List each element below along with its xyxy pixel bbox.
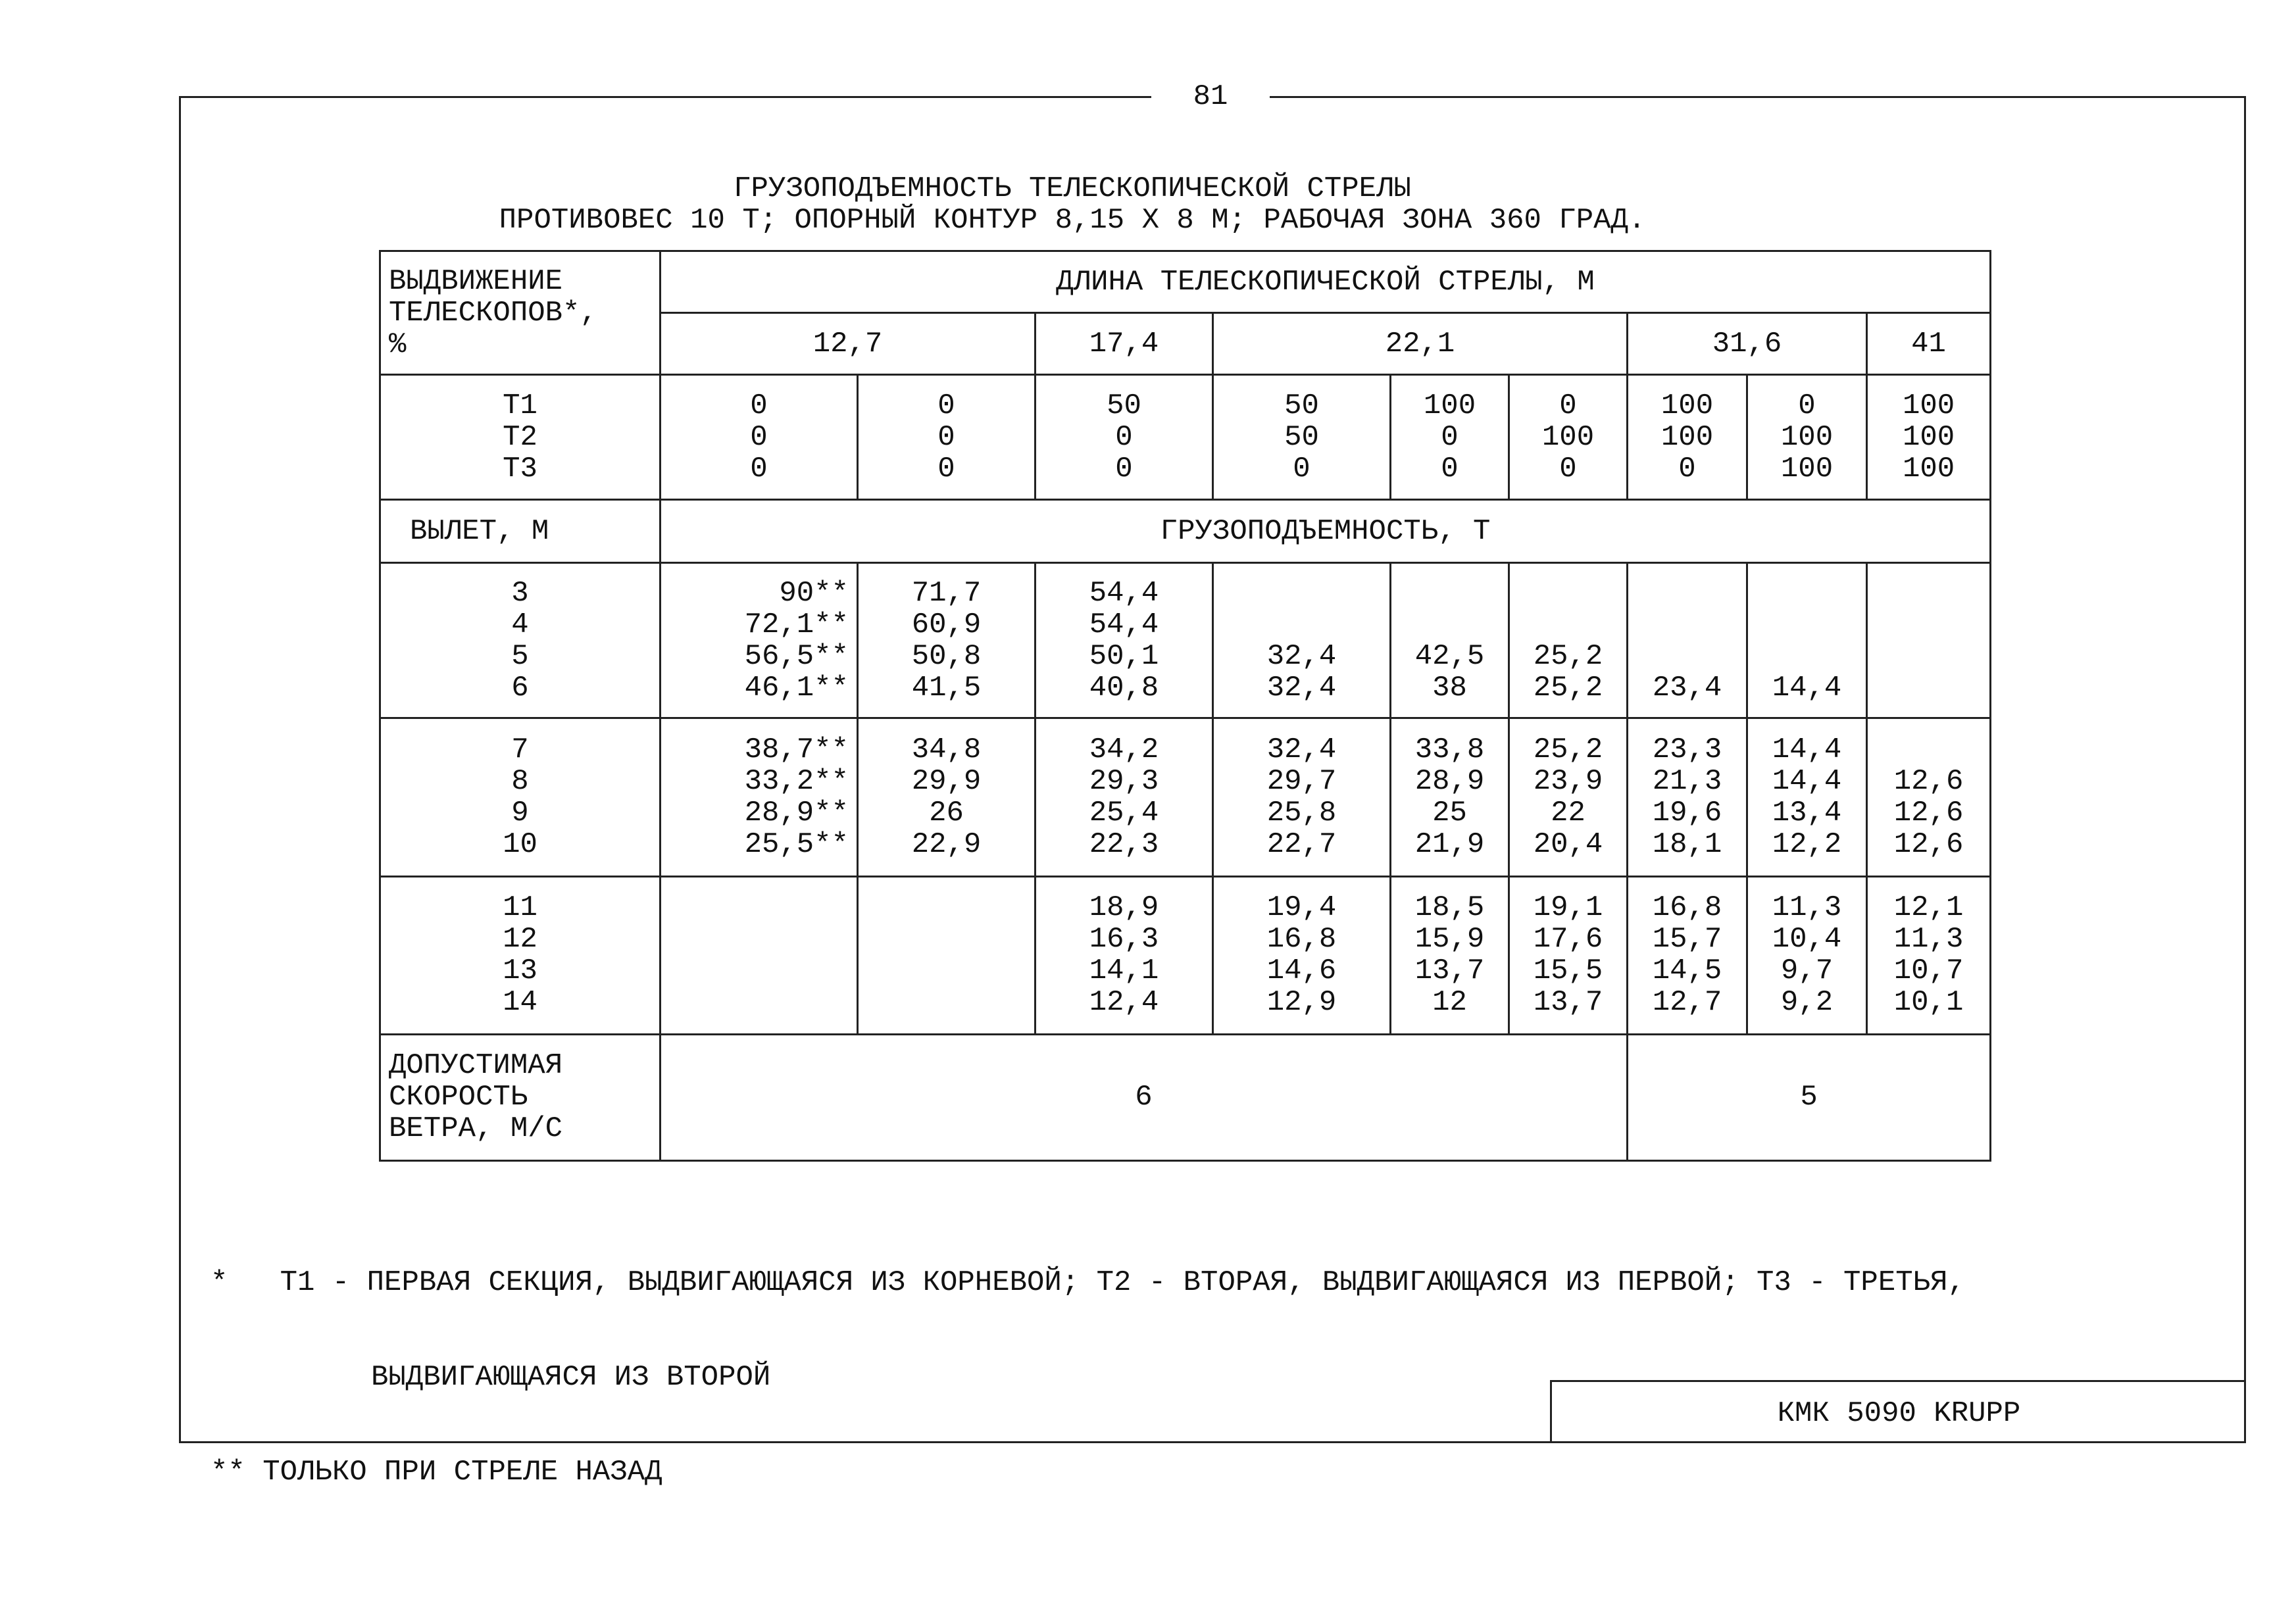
capacity-cell: 14,4	[1747, 563, 1867, 718]
capacity-cell: 16,8 15,7 14,5 12,7	[1628, 876, 1747, 1034]
footnotes	[211, 1204, 1965, 1519]
capacity-cell: 19,1 17,6 15,5 13,7	[1509, 876, 1628, 1034]
capacity-cell: 11,3 10,4 9,7 9,2	[1747, 876, 1867, 1034]
radius-group-1: 3 4 5 6	[380, 563, 661, 718]
footnote-1	[211, 1267, 1965, 1298]
extension-cell: 0 100 0	[1509, 375, 1628, 500]
capacity-cell: 42,5 38	[1391, 563, 1509, 718]
capacity-cell	[1867, 563, 1991, 718]
capacity-cell: 38,7** 33,2** 28,9** 25,5**	[661, 718, 858, 876]
length-31-6: 31,6	[1628, 313, 1867, 375]
extension-cell: 50 50 0	[1213, 375, 1391, 500]
capacity-cell: 14,4 14,4 13,4 12,2	[1747, 718, 1867, 876]
radius-group-3: 11 12 13 14	[380, 876, 661, 1034]
title-block-stamp: КМК 5090 KRUPP	[1550, 1380, 2246, 1443]
table-subtitle: ПРОТИВОВЕС 10 Т; ОПОРНЫЙ КОНТУР 8,15 Х 8 М; РАБОЧАЯ ЗОНА 360 ГРАД.	[499, 204, 1646, 237]
capacity-cell: 23,3 21,3 19,6 18,1	[1628, 718, 1747, 876]
length-12-7: 12,7	[661, 313, 1036, 375]
capacity-cell: 33,8 28,9 25 21,9	[1391, 718, 1509, 876]
extension-header	[380, 251, 661, 375]
length-41: 41	[1867, 313, 1991, 375]
capacity-header: ГРУЗОПОДЪЕМНОСТЬ, Т	[661, 500, 1991, 563]
extension-cell: 100 100 100	[1867, 375, 1991, 500]
load-capacity-table	[379, 250, 1991, 1162]
footnote-1-text: Т1 - ПЕРВАЯ СЕКЦИЯ, ВЫДВИГАЮЩАЯСЯ ИЗ КОРНЕВОЙ; Т2 - ВТОРАЯ, ВЫДВИГАЮЩАЯСЯ ИЗ ПЕРВОЙ; Т3 - ТРЕТЬЯ,	[280, 1266, 1965, 1299]
capacity-cell: 19,4 16,8 14,6 12,9	[1213, 876, 1391, 1034]
section-labels: Т1 Т2 Т3	[380, 375, 661, 500]
extension-cell: 0 100 100	[1747, 375, 1867, 500]
footnote-2-marker: **	[211, 1456, 245, 1489]
extension-header-text: ВЫДВИЖЕНИЕ ТЕЛЕСКОПОВ*, %	[389, 264, 597, 361]
footnote-1-continuation: ВЫДВИГАЮЩАЯСЯ ИЗ ВТОРОЙ	[371, 1361, 771, 1394]
capacity-cell	[661, 876, 858, 1034]
capacity-cell: 25,2 25,2	[1509, 563, 1628, 718]
footnote-2-text: ТОЛЬКО ПРИ СТРЕЛЕ НАЗАД	[262, 1456, 662, 1489]
extension-cell: 50 0 0	[1036, 375, 1213, 500]
capacity-cell: 71,7 60,9 50,8 41,5	[858, 563, 1036, 718]
capacity-cell: 18,5 15,9 13,7 12	[1391, 876, 1509, 1034]
capacity-cell: 90** 72,1** 56,5** 46,1**	[661, 563, 858, 718]
radius-group-2: 7 8 9 10	[380, 718, 661, 876]
extension-cell: 0 0 0	[858, 375, 1036, 500]
capacity-cell: 32,4 29,7 25,8 22,7	[1213, 718, 1391, 876]
capacity-cell: 54,4 54,4 50,1 40,8	[1036, 563, 1213, 718]
footnote-2	[211, 1456, 1965, 1488]
wind-speed-value: 5	[1628, 1034, 1991, 1160]
length-header: ДЛИНА ТЕЛЕСКОПИЧЕСКОЙ СТРЕЛЫ, М	[661, 251, 1991, 313]
capacity-cell	[858, 876, 1036, 1034]
extension-cell: 100 0 0	[1391, 375, 1509, 500]
capacity-cell: 32,4 32,4	[1213, 563, 1391, 718]
capacity-cell: 34,2 29,3 25,4 22,3	[1036, 718, 1213, 876]
capacity-cell: 34,8 29,9 26 22,9	[858, 718, 1036, 876]
extension-cell: 0 0 0	[661, 375, 858, 500]
footnote-1-marker: *	[211, 1266, 228, 1299]
wind-speed-value: 6	[661, 1034, 1628, 1160]
table-title: ГРУЗОПОДЪЕМНОСТЬ ТЕЛЕСКОПИЧЕСКОЙ СТРЕЛЫ	[734, 172, 1411, 205]
capacity-cell: 18,9 16,3 14,1 12,4	[1036, 876, 1213, 1034]
length-17-4: 17,4	[1036, 313, 1213, 375]
wind-speed-label: ДОПУСТИМАЯ СКОРОСТЬ ВЕТРА, М/С	[380, 1034, 661, 1160]
length-22-1: 22,1	[1213, 313, 1628, 375]
radius-header: ВЫЛЕТ, М	[380, 500, 661, 563]
extension-cell: 100 100 0	[1628, 375, 1747, 500]
capacity-cell: 12,1 11,3 10,7 10,1	[1867, 876, 1991, 1034]
page-number: 81	[1151, 74, 1270, 120]
capacity-cell: 25,2 23,9 22 20,4	[1509, 718, 1628, 876]
capacity-cell: 12,6 12,6 12,6	[1867, 718, 1991, 876]
capacity-cell: 23,4	[1628, 563, 1747, 718]
